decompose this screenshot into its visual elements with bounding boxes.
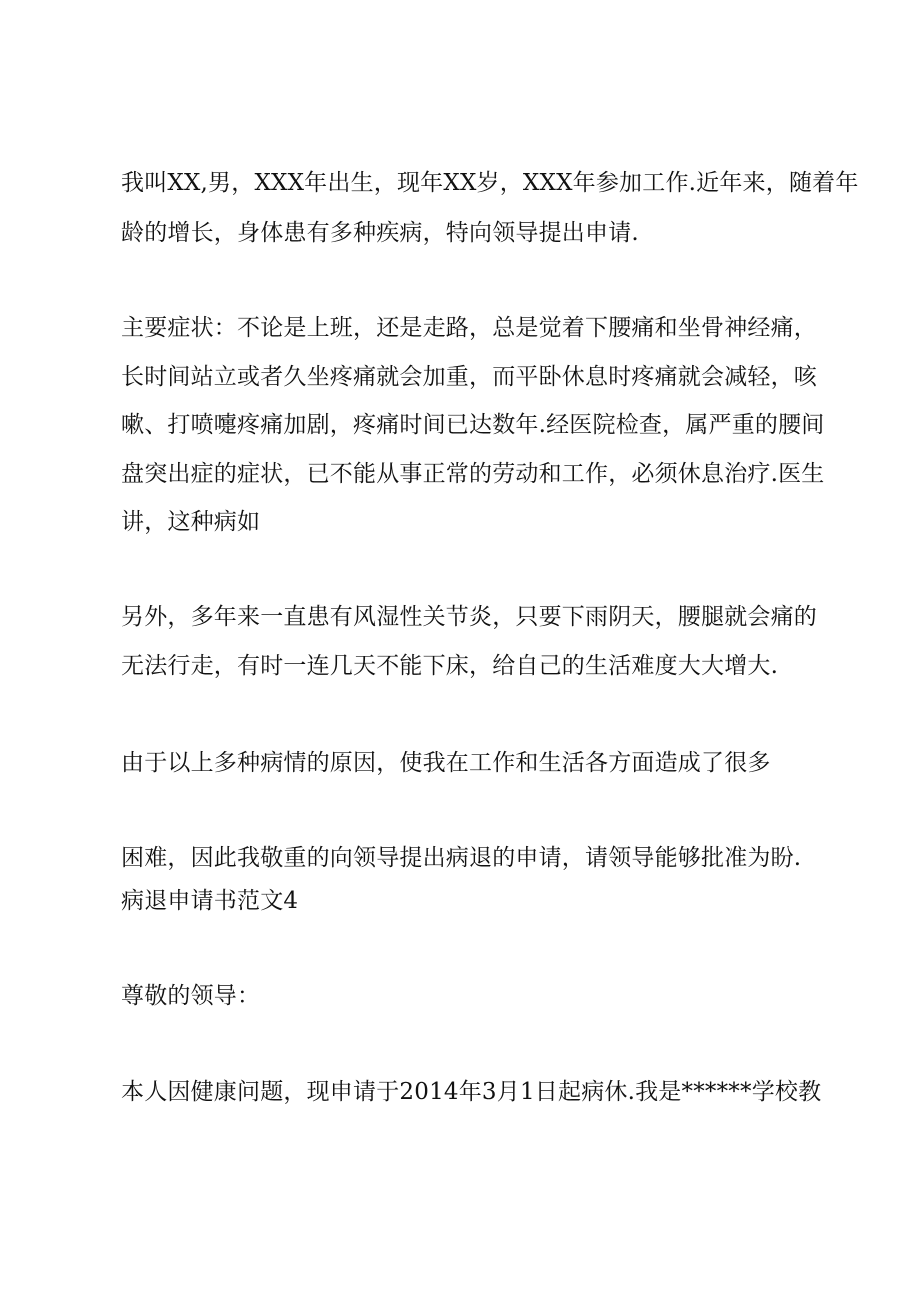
paragraph-4-line-1: 由于以上多种病情的原因，使我在工作和生活各方面造成了很多 (121, 750, 771, 776)
paragraph-2-line-2: 长时间站立或者久坐疼痛就会加重，而平卧休息时疼痛就会减轻，咳 (121, 364, 817, 390)
paragraph-1-line-2: 龄的增长，身体患有多种疾病，特向领导提出申请. (121, 220, 639, 246)
paragraph-1-line-1: 我叫XX,男，XXX年出生，现年XX岁，XXX年参加工作.近年来，随着年 (121, 170, 859, 196)
paragraph-7-line-1: 本人因健康问题，现申请于2014年3月1日起病休.我是******学校教 (121, 1079, 822, 1105)
paragraph-3-line-2: 无法行走，有时一连几天不能下床，给自己的生活难度大大增大. (121, 653, 779, 679)
paragraph-5-line-2-heading: 病退申请书范文4 (121, 888, 299, 914)
paragraph-5-line-1: 困难，因此我敬重的向领导提出病退的申请，请领导能够批准为盼. (121, 845, 802, 871)
paragraph-2-line-4: 盘突出症的症状，已不能从事正常的劳动和工作，必须休息治疗.医生 (121, 461, 825, 487)
paragraph-2-line-1: 主要症状：不论是上班，还是走路，总是觉着下腰痛和坐骨神经痛， (121, 315, 817, 341)
paragraph-3-line-1: 另外，多年来一直患有风湿性关节炎，只要下雨阴天，腰腿就会痛的 (121, 604, 817, 630)
paragraph-2-line-3: 嗽、打喷嚏疼痛加剧，疼痛时间已达数年.经医院检查，属严重的腰间 (121, 412, 825, 438)
salutation: 尊敬的领导： (121, 983, 261, 1009)
paragraph-2-line-5: 讲，这种病如 (121, 509, 261, 535)
